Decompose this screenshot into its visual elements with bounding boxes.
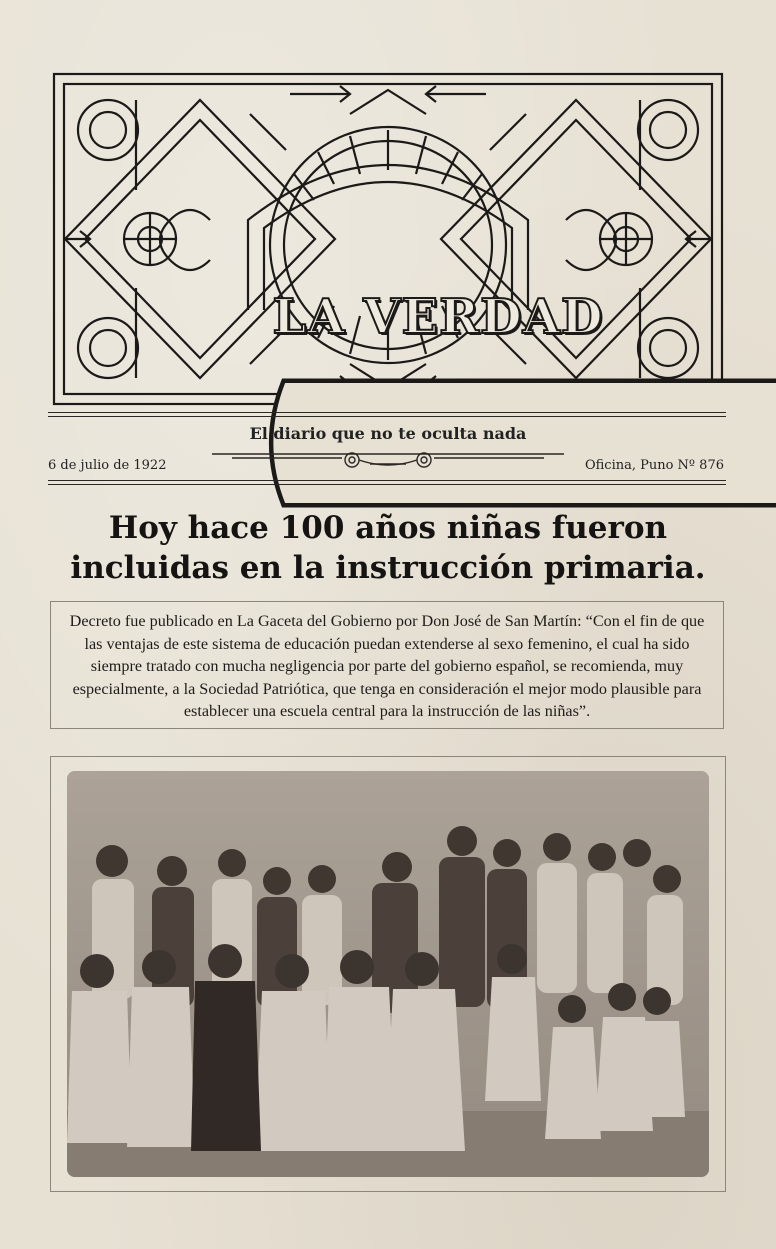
scroll-ornament-icon — [212, 448, 564, 472]
rule-bottom-thin — [48, 484, 726, 485]
slogan: El diario que no te oculta nada — [249, 424, 527, 443]
group-photo-icon — [67, 771, 709, 1177]
headline-line-2: incluidas en la instrucción primaria. — [70, 550, 706, 586]
decree-quote: Decreto fue publicado en La Gaceta del Gobierno por Don José de San Martín: “Con el fin de que las ventajas de este sistema de educación puedan extenderse al sexo femenino, el cual ha sido siempre tratado con mucha negligencia por parte del gobierno español, se recomienda, muy especialmente, a la Sociedad Patriótica, que tenga en consideración el mejor modo plausible para establecer una escuela central para la instrucción de las niñas”. — [50, 601, 724, 729]
photo-frame — [50, 756, 726, 1192]
office-address: Oficina, Puno Nº 876 — [584, 458, 724, 473]
masthead-ornament — [50, 70, 726, 408]
rule-top — [48, 412, 726, 413]
historical-photo — [67, 771, 709, 1177]
newspaper-title: LA VERDAD — [272, 289, 604, 345]
rule-bottom — [48, 480, 726, 481]
title-plate — [248, 274, 628, 360]
headline-line-1: Hoy hace 100 años niñas fueron — [108, 510, 668, 546]
issue-date: 6 de julio de 1922 — [48, 458, 167, 473]
headline — [0, 508, 776, 588]
rule-top-thin — [48, 416, 726, 417]
